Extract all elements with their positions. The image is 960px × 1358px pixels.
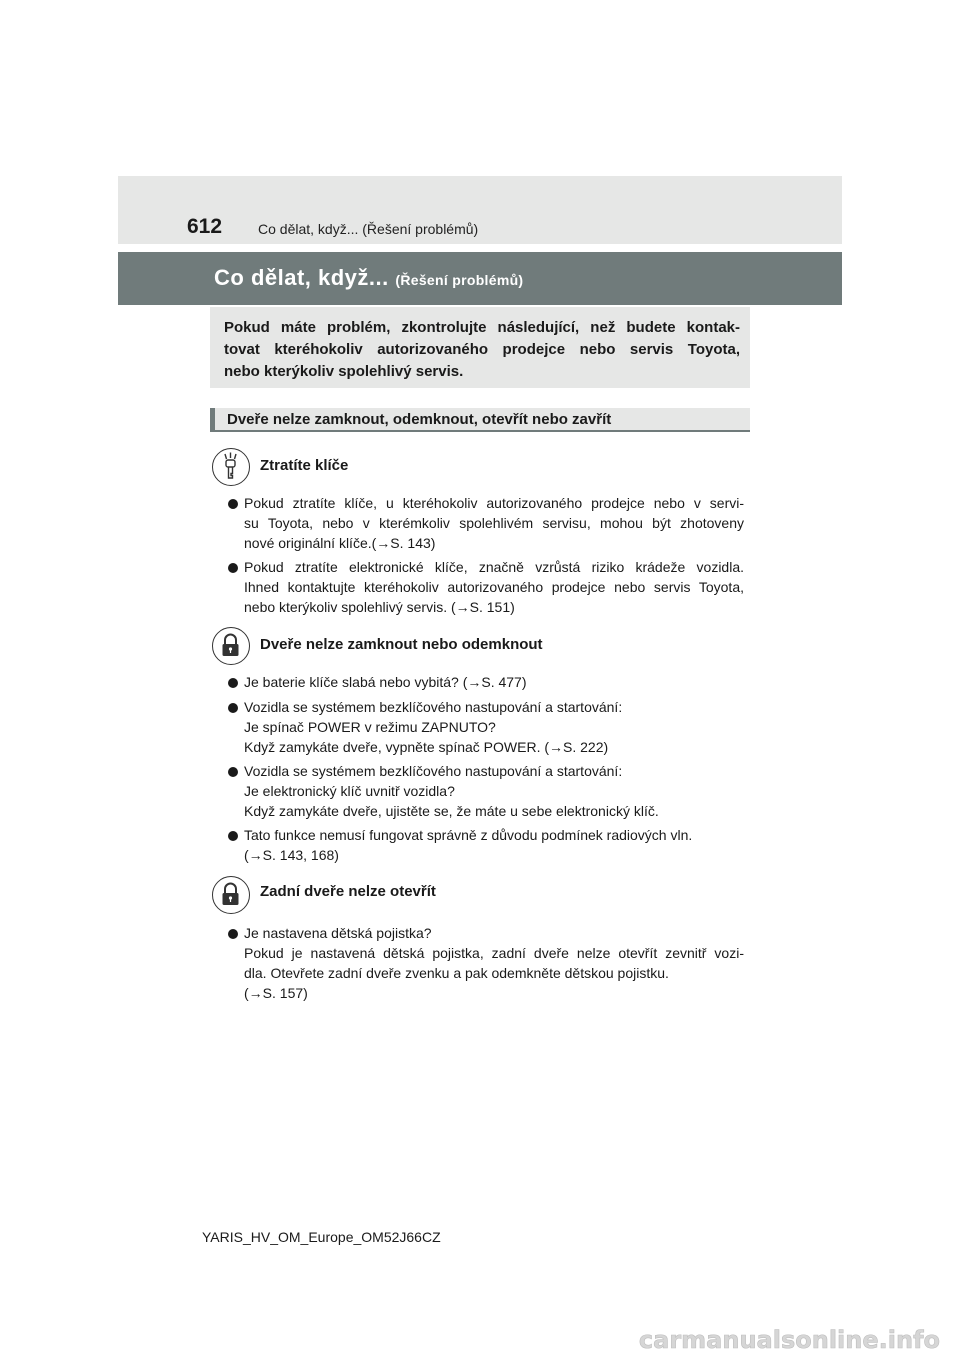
watermark-text: carmanualsonline.info (638, 1326, 940, 1354)
list-item-line: Pokud je nastavená dětská pojistka, zadní dveře nelze otevřít zevnitř vozi- (244, 945, 744, 961)
header-band (118, 176, 842, 244)
list-item-line: (→S. 143, 168) (244, 847, 339, 863)
bullet-icon (228, 678, 238, 688)
running-head: Co dělat, když... (Řešení problémů) (258, 221, 479, 237)
list-item-line: Je nastavena dětská pojistka? (244, 925, 432, 941)
list-item (244, 557, 744, 617)
page-title (214, 265, 523, 293)
topic-title-cannot-lock: Dveře nelze zamknout nebo odemknout (260, 636, 543, 653)
list-item (244, 923, 744, 1003)
intro-text (224, 317, 740, 383)
section-heading-text: Dveře nelze zamknout, odemknout, otevřít nebo zavřít (227, 411, 612, 428)
list-item (244, 493, 744, 553)
bullet-icon (228, 929, 238, 939)
page-title-main: Co dělat, když... (214, 265, 389, 290)
list-item-line: Pokud ztratíte elektronické klíče, značně vzrůstá riziko krádeže vozidla. (244, 559, 744, 575)
list-item (244, 672, 744, 692)
list-item-line: Je spínač POWER v režimu ZAPNUTO? (244, 719, 496, 735)
topic-title-lost-keys: Ztratíte klíče (260, 457, 349, 474)
watermark (0, 1318, 960, 1358)
section-heading (210, 408, 750, 432)
list-item-line: Vozidla se systémem bezklíčového nastupování a startování: (244, 763, 623, 779)
page-number: 612 (187, 215, 223, 238)
intro-line: Pokud máte problém, zkontrolujte následující, než budete kontak- (224, 319, 740, 336)
list-item (244, 761, 744, 821)
intro-box (210, 307, 750, 388)
list-item-line: Vozidla se systémem bezklíčového nastupování a startování: (244, 699, 623, 715)
bullet-icon (228, 499, 238, 509)
bullet-icon (228, 703, 238, 713)
list-item-line: (→S. 157) (244, 985, 308, 1001)
list-item-line: Je elektronický klíč uvnitř vozidla? (244, 783, 455, 799)
list-item-line: Tato funkce nemusí fungovat správně z důvodu podmínek radiových vln. (244, 827, 693, 843)
list-item (244, 697, 744, 757)
list-item-line: nové originální klíče.(→S. 143) (244, 535, 436, 551)
list-item-line: Pokud ztratíte klíče, u kteréhokoliv autorizovaného prodejce nebo v servi- (244, 495, 744, 511)
key-icon (212, 448, 250, 486)
list-item (244, 825, 744, 865)
bullet-icon (228, 767, 238, 777)
list-item-line: Když zamykáte dveře, ujistěte se, že máte u sebe elektronický klíč. (244, 803, 659, 819)
padlock-icon (212, 876, 250, 914)
list-item-line: Když zamykáte dveře, vypněte spínač POWER. (→S. 222) (244, 739, 609, 755)
bullet-icon (228, 831, 238, 841)
intro-line: tovat kteréhokoliv autorizovaného prodejce nebo servis Toyota, (224, 341, 740, 358)
page-title-sub: (Řešení problémů) (395, 272, 524, 288)
document-code: YARIS_HV_OM_Europe_OM52J66CZ (202, 1229, 441, 1245)
intro-line: nebo kterýkoliv spolehlivý servis. (224, 363, 464, 380)
list-item-line: nebo kterýkoliv spolehlivý servis. (→S. 151) (244, 599, 515, 615)
list-item-line: Je baterie klíče slabá nebo vybitá? (→S. 477) (244, 674, 527, 690)
list-item-line: Ihned kontaktujte kteréhokoliv autorizovaného prodejce nebo servis Toyota, (244, 579, 744, 595)
topic-title-rear-door: Zadní dveře nelze otevřít (260, 883, 436, 900)
padlock-icon (212, 627, 250, 665)
bullet-icon (228, 563, 238, 573)
list-item-line: dla. Otevřete zadní dveře zvenku a pak odemkněte dětskou pojistku. (244, 965, 669, 981)
page-title-bar (118, 252, 842, 305)
list-item-line: su Toyota, nebo v kterémkoliv spolehlivém servisu, mohou být zhotoveny (244, 515, 744, 531)
